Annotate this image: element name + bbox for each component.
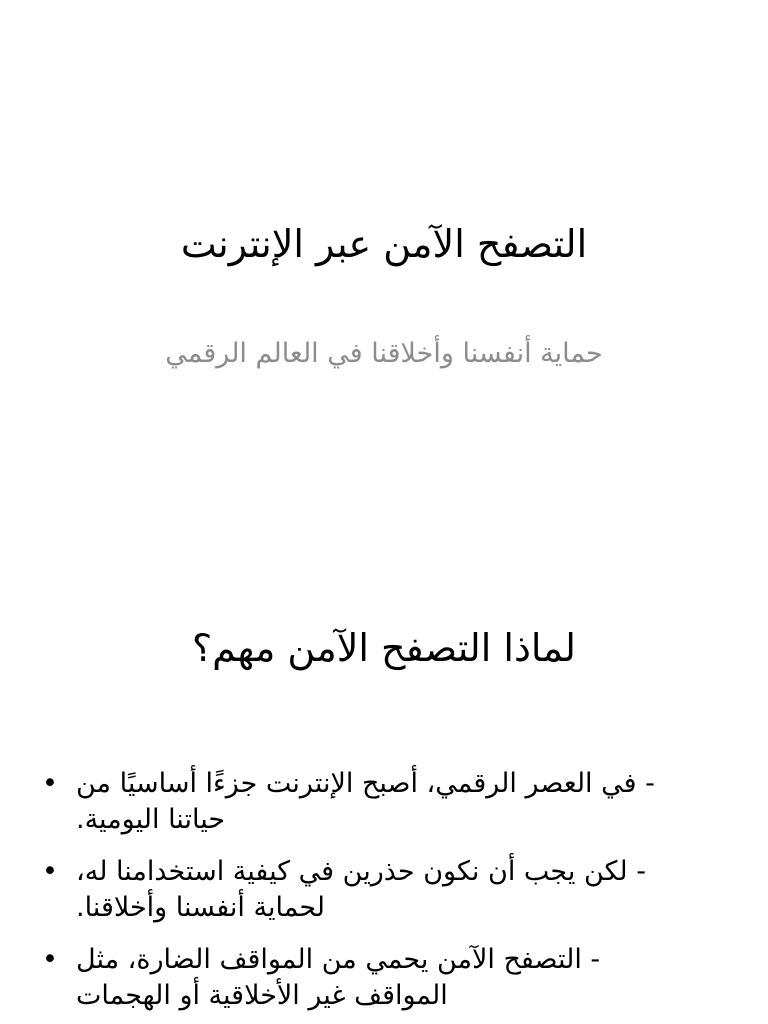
slide-1-subtitle: حماية أنفسنا وأخلاقنا في العالم الرقمي [165,338,603,369]
bullet-item [40,766,680,838]
slide-1-title: التصفح الآمن عبر الإنترنت [180,222,588,266]
slide-why-safe-browsing [0,576,768,1024]
bullet-text: - التصفح الآمن يحمي من المواقف الضارة، مثل المواقف غير الأخلاقية أو الهجمات [76,944,601,1011]
bullet-item [40,942,680,1014]
bullet-item [40,854,680,926]
bullet-list [40,766,680,1024]
slide-2-title: لماذا التصفح الآمن مهم؟ [192,626,576,670]
bullet-text: - في العصر الرقمي، أصبح الإنترنت جزءًا أساسيًا من حياتنا اليومية. [76,768,655,835]
bullet-dot-icon: • [42,856,58,887]
bullet-text: - لكن يجب أن نكون حذرين في كيفية استخدامنا له، لحماية أنفسنا وأخلاقنا. [76,856,646,923]
bullet-dot-icon: • [42,944,58,975]
bullet-dot-icon: • [42,768,58,799]
